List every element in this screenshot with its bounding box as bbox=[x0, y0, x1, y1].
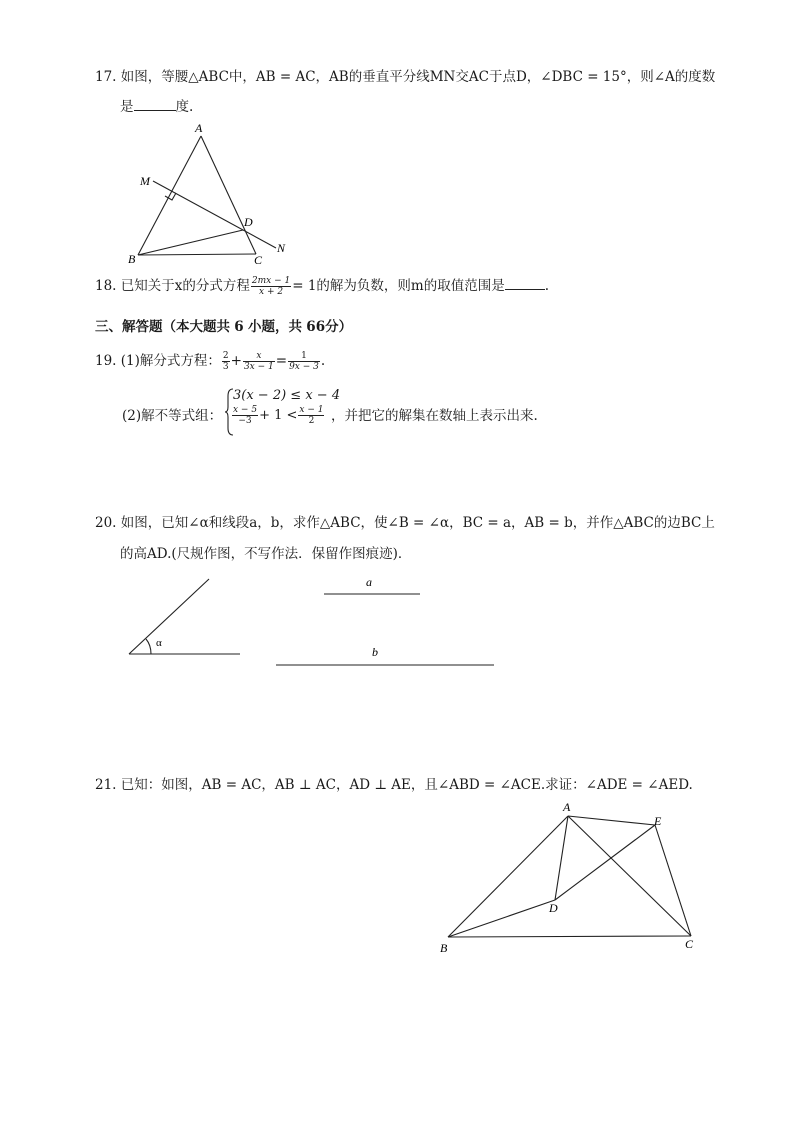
q17-segment-bd bbox=[138, 230, 243, 255]
q19-part1-end: . bbox=[320, 353, 326, 369]
q21-text: 已知：如图，AB = AC，AB ⊥ AC，AD ⊥ AE，且∠ABD = ∠ACE.求证：∠ADE = ∠AED. bbox=[120, 777, 693, 793]
q19-frac2 bbox=[243, 351, 275, 372]
q18-fraction bbox=[251, 276, 291, 297]
q17-line2-post: 度. bbox=[175, 99, 194, 115]
q20-figure bbox=[120, 570, 510, 670]
q18-answer-blank bbox=[505, 289, 545, 290]
q17-line2-pre: 是 bbox=[120, 99, 134, 115]
section3-heading bbox=[95, 318, 352, 336]
q19-ineq2-frac2 bbox=[298, 405, 324, 426]
q19-frac1 bbox=[222, 351, 230, 372]
q18-pre: 已知关于x的分式方程 bbox=[120, 278, 250, 294]
q19-part1 bbox=[95, 351, 325, 372]
q17-side-bc bbox=[138, 254, 256, 255]
q21-segment-ec bbox=[655, 825, 691, 936]
q19-ineq2-frac2-den: 2 bbox=[308, 416, 315, 426]
q20-angle-arc bbox=[146, 639, 151, 654]
q18-line bbox=[95, 276, 549, 297]
q19-ineq2-frac1-num: x − 5 bbox=[233, 405, 258, 415]
q19-plus: + bbox=[230, 353, 242, 369]
q19-part2-post: ，并把它的解集在数轴上表示出来. bbox=[331, 408, 538, 424]
q17-side-ab bbox=[138, 136, 201, 255]
q20-alpha-label: α bbox=[156, 637, 162, 649]
q20-angle-ray-upper bbox=[129, 579, 209, 654]
q21-label-d: D bbox=[549, 901, 558, 915]
q19-part1-pre: (1)解分式方程： bbox=[120, 353, 221, 369]
q18-frac-den: x + 2 bbox=[259, 287, 284, 297]
q18-end: . bbox=[544, 278, 550, 294]
q21-line bbox=[95, 776, 693, 794]
q17-line2 bbox=[120, 98, 193, 116]
q17-answer-blank bbox=[134, 110, 176, 111]
q19-inequality-2 bbox=[231, 405, 325, 426]
q17-label-b: B bbox=[128, 252, 136, 265]
section3-heading-pre: 三、解答题（本大题共 bbox=[95, 319, 230, 335]
q17-text: 如图，等腰△ABC中，AB = AC，AB的垂直平分线MN交AC于点D，∠DBC = 15°，则∠A的度数 bbox=[120, 69, 716, 85]
q21-number: 21. bbox=[95, 777, 117, 793]
q17-line1 bbox=[95, 68, 715, 86]
q17-side-ac bbox=[201, 136, 256, 254]
q19-equals: = bbox=[275, 353, 288, 369]
q21-label-e: E bbox=[654, 814, 662, 828]
q19-frac3-den: 9x − 3 bbox=[289, 362, 319, 372]
q18-post: = 1的解为负数，则m的取值范围是 bbox=[292, 278, 505, 294]
q19-ineq2-frac1 bbox=[232, 405, 258, 426]
section3-count: 6 bbox=[234, 319, 244, 335]
section3-heading-post: 分） bbox=[325, 319, 353, 335]
q20-a-label: a bbox=[366, 575, 372, 589]
q17-label-a: A bbox=[195, 121, 203, 135]
q19-frac3 bbox=[288, 351, 320, 372]
q19-ineq2-frac2-num: x − 1 bbox=[299, 405, 324, 415]
q17-number: 17. bbox=[95, 69, 117, 85]
q20-b-label: b bbox=[372, 645, 378, 659]
q21-side-ab bbox=[448, 816, 568, 937]
q19-part2-pre: (2)解不等式组： bbox=[122, 408, 223, 424]
q17-figure bbox=[125, 120, 300, 265]
q19-inequality-1: 3(x − 2) ≤ x − 4 bbox=[233, 388, 341, 403]
q20-line1 bbox=[95, 514, 715, 532]
q19-ineq2-frac1-den: −3 bbox=[238, 416, 252, 426]
q18-number: 18. bbox=[95, 278, 117, 294]
q19-frac2-den: 3x − 1 bbox=[243, 362, 274, 372]
q21-label-a: A bbox=[563, 800, 571, 814]
q20-number: 20. bbox=[95, 515, 117, 531]
q17-label-m: M bbox=[140, 174, 150, 188]
q19-frac2-num: x bbox=[243, 351, 275, 362]
q21-segment-bd bbox=[448, 900, 555, 937]
q17-label-n: N bbox=[277, 241, 286, 255]
q19-frac1-den: 3 bbox=[222, 362, 229, 372]
q21-label-c: C bbox=[685, 937, 694, 951]
q20-line2: 的高AD.(尺规作图，不写作法．保留作图痕迹)． bbox=[120, 546, 412, 562]
q21-segment-de bbox=[555, 825, 655, 900]
q20-text-line1: 如图，已知∠α和线段a，b，求作△ABC，使∠B = ∠α，BC = a，AB = b，并作△ABC的边BC上 bbox=[120, 515, 715, 531]
q21-side-bc bbox=[448, 936, 691, 937]
q21-label-b: B bbox=[440, 941, 448, 955]
q19-frac1-num: 2 bbox=[222, 351, 229, 361]
q17-label-d: D bbox=[244, 215, 253, 229]
q19-part2-label bbox=[122, 407, 222, 425]
q21-segment-ae bbox=[568, 816, 655, 825]
q19-ineq2-mid: + 1 < bbox=[259, 408, 298, 423]
section3-heading-mid: 小题，共 bbox=[248, 319, 302, 335]
q19-frac3-num: 1 bbox=[288, 351, 320, 362]
q21-figure bbox=[435, 797, 705, 959]
q21-segment-ad bbox=[555, 816, 568, 900]
q17-label-c: C bbox=[254, 253, 263, 265]
q19-number: 19. bbox=[95, 353, 117, 369]
q17-line-mn bbox=[153, 181, 276, 248]
section3-score: 66 bbox=[306, 319, 326, 335]
q18-frac-num: 2mx − 1 bbox=[251, 276, 291, 286]
